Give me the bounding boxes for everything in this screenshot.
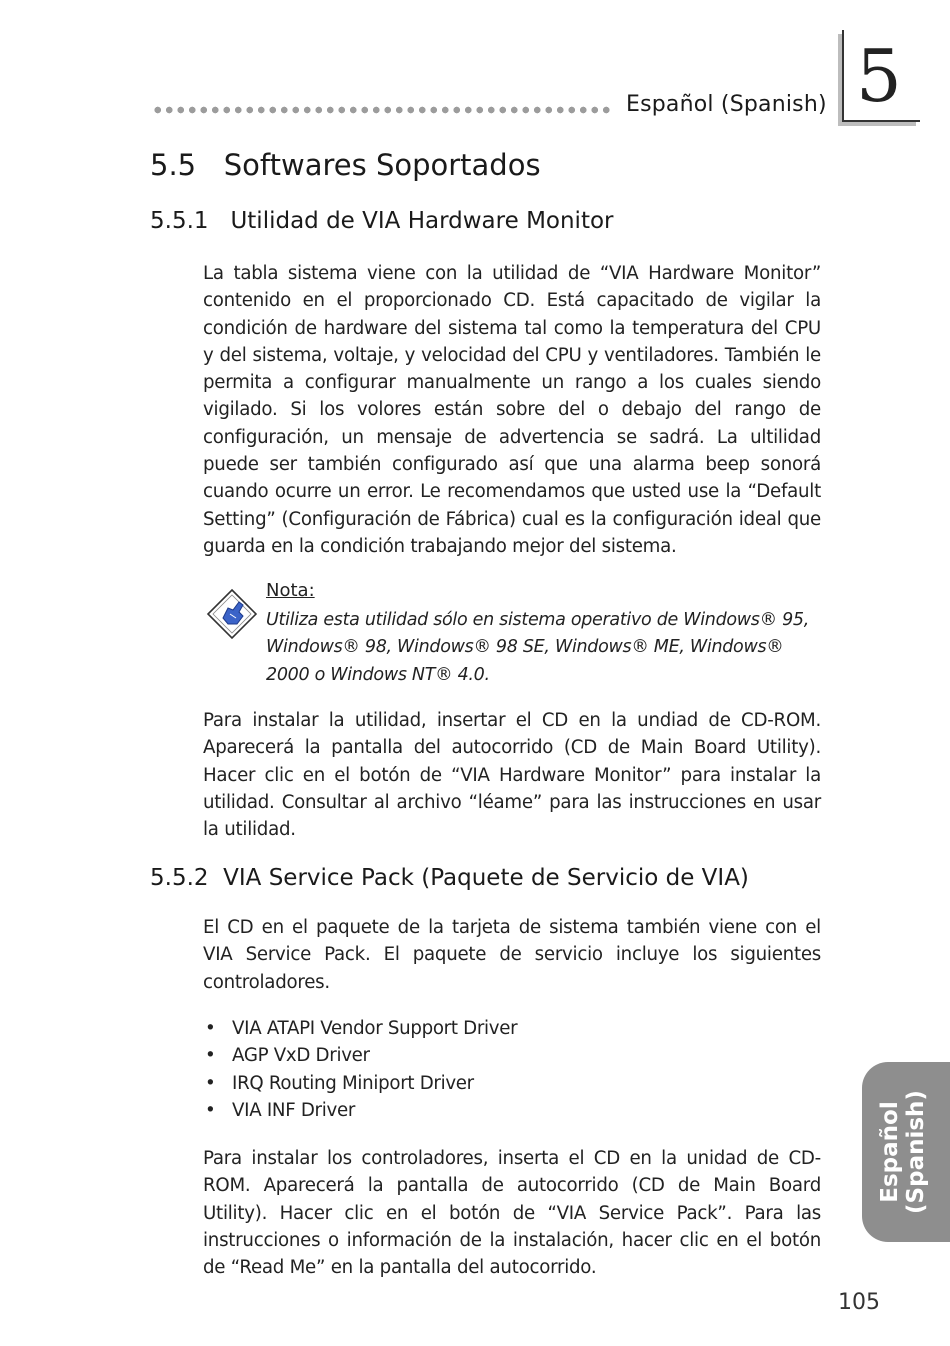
page-number: 105 (838, 1290, 880, 1315)
service-pack-paragraph: El CD en el paquete de la tarjeta de sistema también viene con el VIA Service Pack. El paquete de servicio incluye los siguientes controladores. (203, 917, 821, 993)
section-title: 5.5 Softwares Soportados (150, 148, 541, 182)
hardware-monitor-install-paragraph: Para instalar la utilidad, insertar el CD en la undiad de CD-ROM. Aparecerá la pantalla del autocorrido (CD de Main Board Utility). Hacer clic en el botón de “VIA Hardware Monitor” para instalar la utilidad. Consultar al archivo “léame” para las instrucciones en usar la utilidad. (203, 710, 821, 841)
side-tab-line-1: Español (877, 1101, 903, 1203)
list-item: • IRQ Routing Miniport Driver (203, 1070, 517, 1097)
hardware-monitor-paragraph: La tabla sistema viene con la utilidad de “VIA Hardware Monitor” contenido en el proporcionado CD. Está capacitado de vigilar la condición de hardware del sistema tal como la temperatura del CPU y del sistema, voltaje, y velocidad del CPU y ventiladores. También le permita a configurar manualmente un rango a los cuales siendo vigilado. Si los volores están sobre del o debajo del rango de configuración, un mensaje de advertencia se sadrá. La ultilidad puede ser también configurado así que una alarma beep sonorá cuando ocurre un error. Le recomendamos que usted use la “Default Setting” (Configuración de Fábrica) cual es la configuración ideal que guarda en la condición trabajando mejor del sistema. (203, 263, 821, 557)
note-text: Utiliza esta utilidad sólo en sistema operativo de Windows® 95, Windows® 98, Windows® 98 SE, Windows® ME, Windows® 2000 o Windows NT® 4.0. (266, 610, 810, 685)
service-pack-install-paragraph: Para instalar los controladores, inserta el CD en la unidad de CD-ROM. Aparecerá la pantalla de autocorrido (CD de Main Board Utility). Hacer clic en el botón de “VIA Service Pack”. Para las instrucciones o información de la instalación, hacer clic en el botón de “Read Me” en la pantalla del autocorrido. (203, 1148, 821, 1279)
list-item: • VIA INF Driver (203, 1097, 517, 1124)
header-title: Español (Spanish) (626, 92, 827, 117)
note-label: Nota: (266, 580, 315, 601)
language-side-tab-label (877, 1090, 929, 1214)
list-item: • AGP VxD Driver (203, 1042, 517, 1069)
side-tab-line-2: (Spanish) (903, 1090, 929, 1214)
subsection-title-service-pack: 5.5.2 VIA Service Pack (Paquete de Servicio de VIA) (150, 865, 749, 891)
note-hand-icon (206, 588, 258, 640)
list-item: • VIA ATAPI Vendor Support Driver (203, 1015, 517, 1042)
subsection-title-hardware-monitor: 5.5.1 Utilidad de VIA Hardware Monitor (150, 208, 614, 234)
driver-list (203, 1015, 517, 1124)
chapter-number: 5 (856, 34, 902, 118)
header-dot-rule (152, 105, 612, 115)
